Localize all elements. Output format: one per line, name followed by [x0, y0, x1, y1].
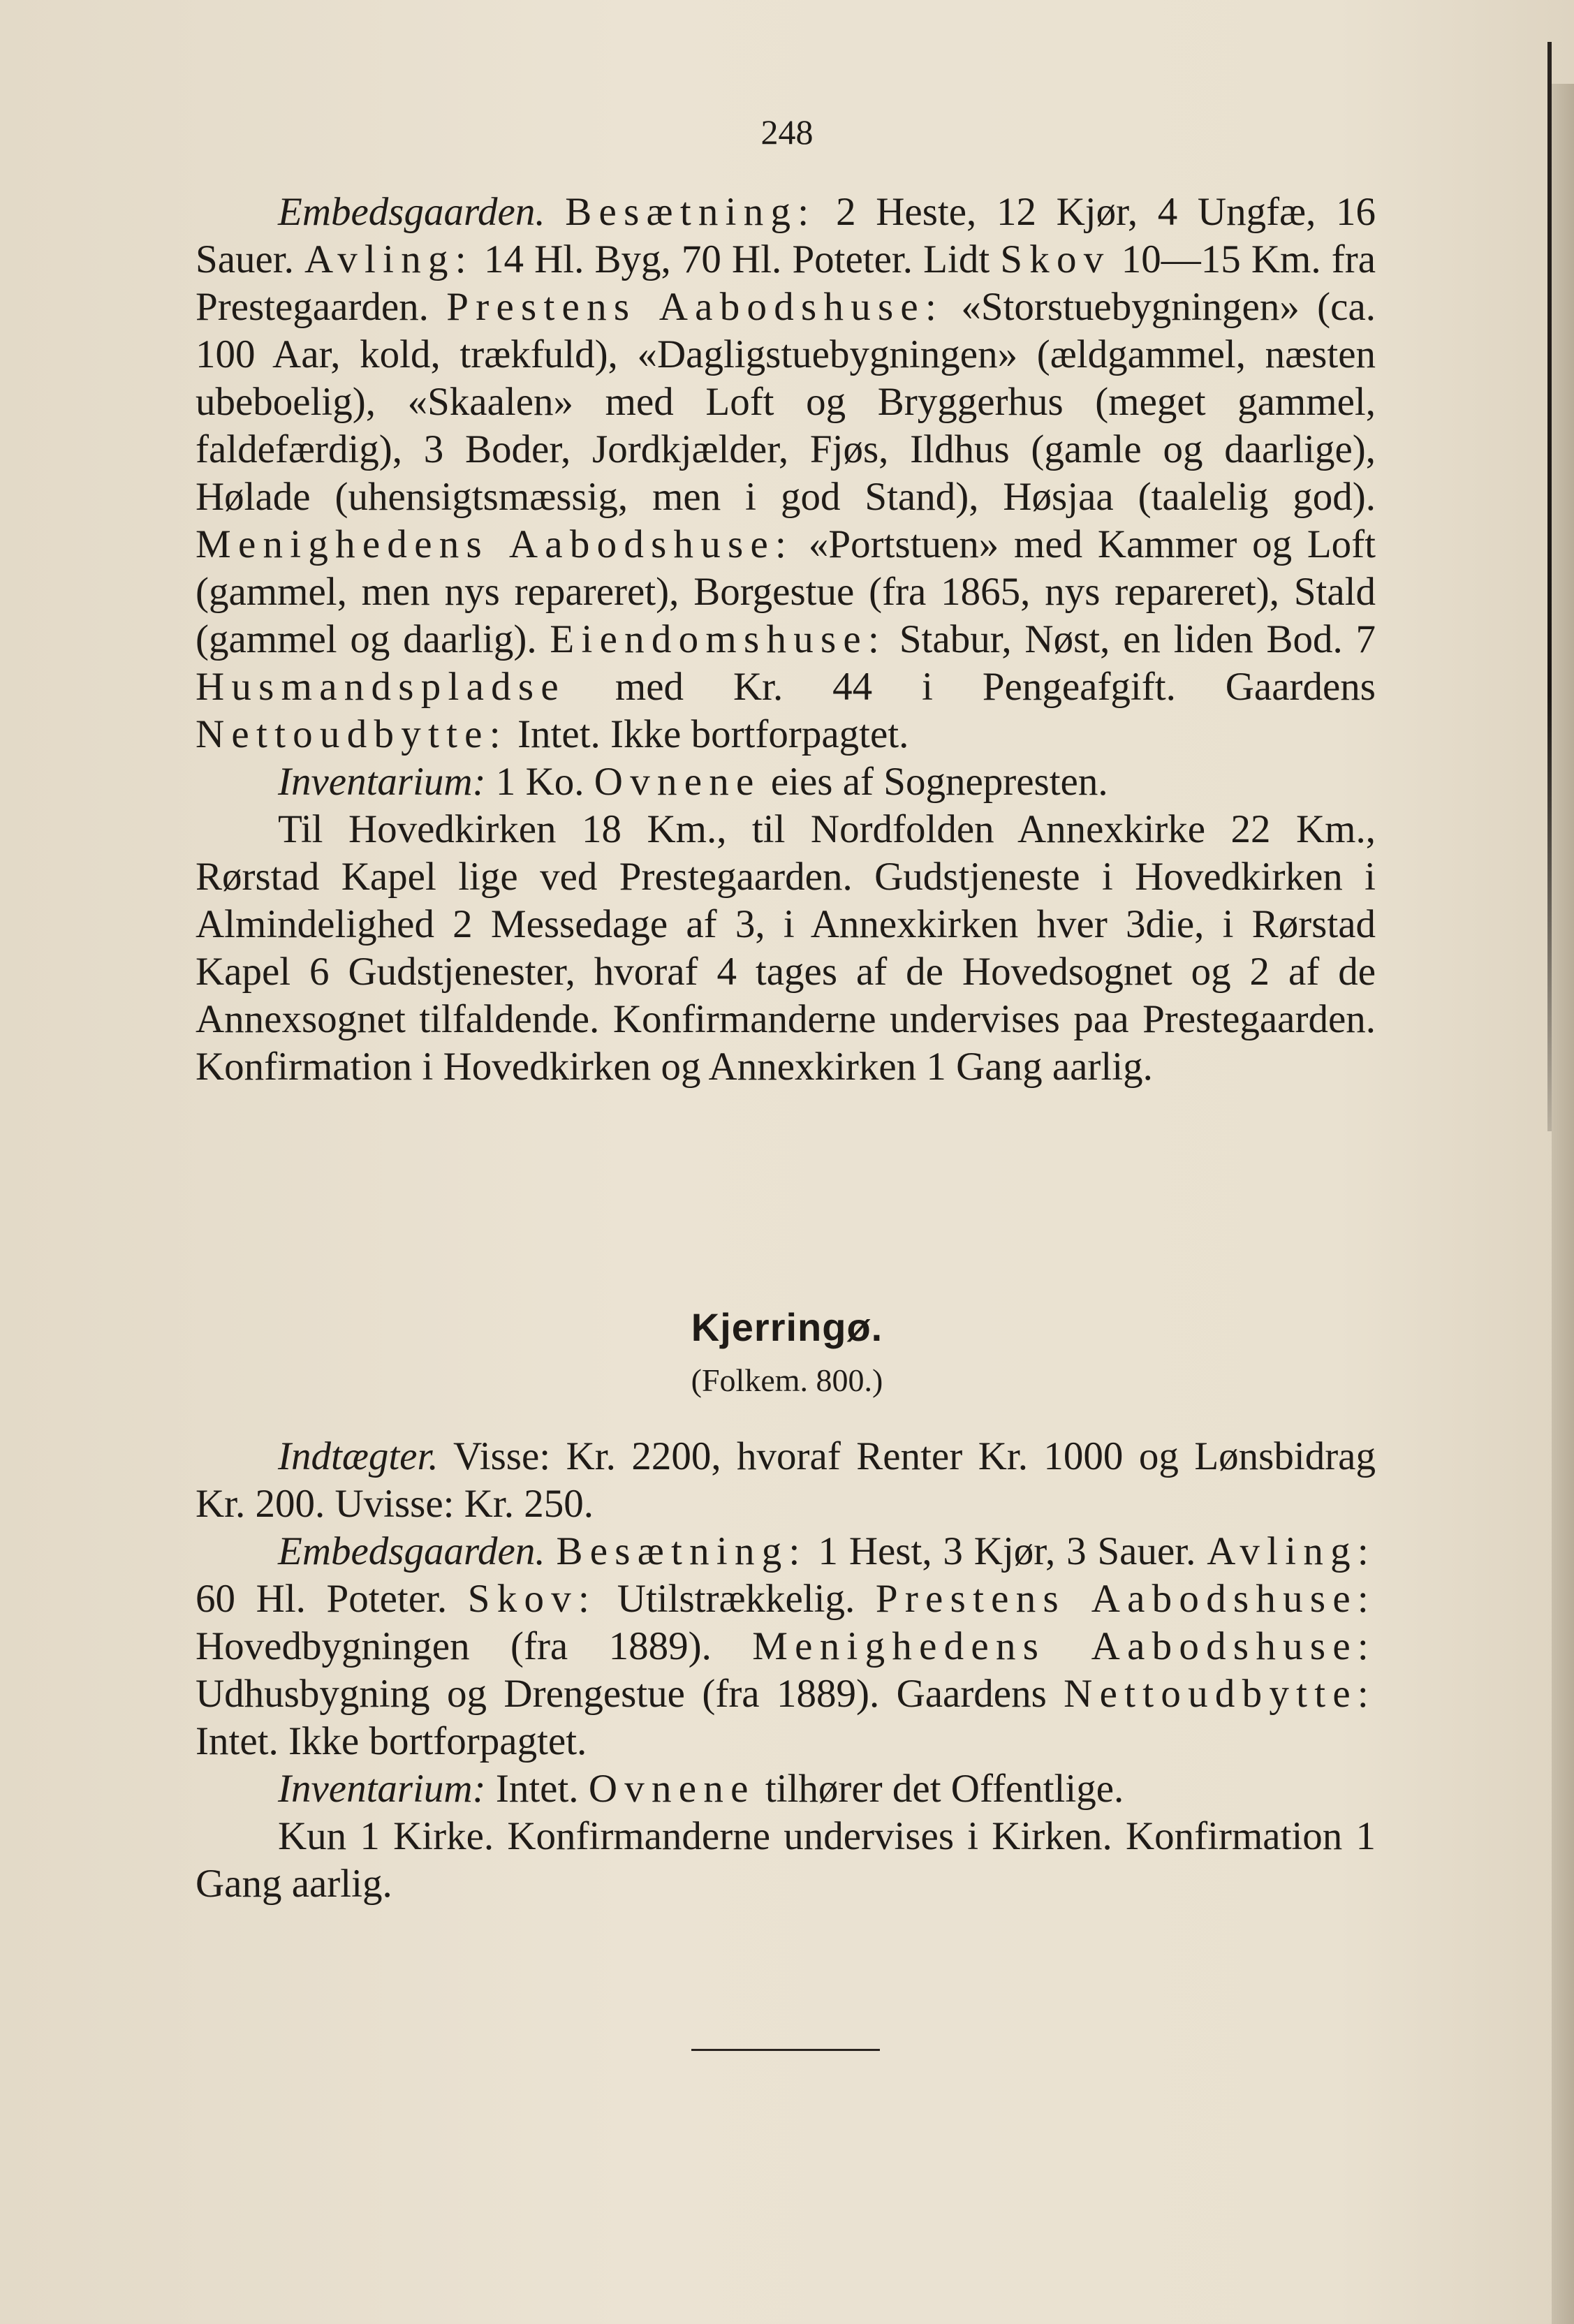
kirke-paragraph: Kun 1 Kirke. Konfirmanderne undervises i Kirken. Konfirmation 1 Gang aarlig.	[196, 1814, 1376, 1906]
page-edge-line	[1547, 42, 1552, 1131]
text: Utilstrækkelig.	[596, 1577, 876, 1621]
text: Intet.	[485, 1767, 589, 1811]
text: Udhusbygning og Drengestue (fra 1889). Gaardens	[196, 1672, 1064, 1716]
section-heading: Kjerringø.	[691, 1305, 883, 1349]
text: 1 Hest, 3 Kjør, 3 Sauer.	[807, 1529, 1207, 1573]
kirker-paragraph: Til Hovedkirken 18 Km., til Nordfolden Annexkirke 22 Km., Rørstad Kapel lige ved Prestegaarden. Gudstjeneste i Hovedkirken i Almindelighed 2 Messedage af 3, i Annexkirken hver 3die, i Rørstad Kapel 6 Gudstjenester, hvoraf 4 tages af de Hovedsognet og 2 af de Annexsognet tilfaldende. Konfirmanderne undervises paa Prestegaarden. Konfirmation i Hovedkirken og Annexkirken 1 Gang aarlig.	[196, 807, 1376, 1089]
page-number: 248	[760, 112, 814, 152]
term-inventarium: Inventarium:	[278, 1767, 486, 1811]
page-edge-shadow	[1552, 84, 1574, 2324]
embedsgaarden-paragraph	[196, 189, 1376, 758]
term-embedsgaarden: Embedsgaarden.	[278, 190, 545, 234]
section-subheading: (Folkem. 800.)	[691, 1362, 883, 1398]
section-1	[196, 189, 1376, 1091]
term-avling: Avling:	[1207, 1529, 1376, 1573]
term-nettoudbytte: Nettoudbytte:	[1064, 1672, 1376, 1716]
term-ovnene: Ovnene	[594, 760, 761, 804]
term-husmandspladse: Husmandspladse	[196, 665, 566, 709]
term-prestens-aabodshuse: Prestens Aabodshuse:	[446, 285, 944, 329]
term-menighedens-aabodshuse: Menighedens Aabodshuse:	[196, 522, 794, 566]
embedsgaarden-paragraph-2	[196, 1528, 1376, 1765]
text: «Storstuebygningen» (ca. 100 Aar, kold, trækfuld), «Dagligstuebygningen» (ældgammel, næsten ubeboelig), «Skaalen» med Loft og Bryggerhus (meget gammel, faldefærdig), 3 Boder, Jordkjælder, Fjøs, Ildhus (gamle og daarlige), Hølade (uhensigtsmæssig, men i god Stand), Høsjaa (taalelig god).	[196, 285, 1376, 519]
text: «Portstuen» med Kammer og Loft (gammel, men nys repareret), Borgestue (fra 1865, nys repareret), Stald (gammel og daarlig).	[196, 522, 1376, 661]
text: med Kr. 44 i Pengeafgift. Gaardens	[565, 665, 1376, 709]
closing-rule	[691, 2049, 880, 2051]
inventarium-paragraph	[196, 758, 1376, 806]
text: tilhører det Offentlige.	[755, 1767, 1124, 1811]
term-besaetning: Besætning:	[556, 1529, 807, 1573]
text: 14 Hl. Byg, 70 Hl. Poteter. Lidt	[473, 237, 1001, 281]
term-inventarium: Inventarium:	[278, 760, 486, 804]
term-skov: Skov:	[467, 1577, 597, 1621]
text: 1 Ko.	[485, 760, 594, 804]
term-menighedens-aabodshuse: Menighedens Aabodshuse:	[752, 1624, 1376, 1668]
indtaegter-paragraph	[196, 1433, 1376, 1528]
section-2	[196, 1433, 1376, 1908]
term-besaetning: Besætning:	[565, 190, 816, 234]
text: Hovedbygningen (fra 1889).	[196, 1624, 753, 1668]
term-skov: Skov	[1000, 237, 1111, 281]
text: Intet. Ikke bortforpagtet.	[507, 712, 909, 756]
term-nettoudbytte: Nettoudbytte:	[196, 712, 508, 756]
term-prestens-aabodshuse: Prestens Aabodshuse:	[875, 1577, 1376, 1621]
text: eies af Sognepresten.	[760, 760, 1108, 804]
term-embedsgaarden: Embedsgaarden.	[278, 1529, 545, 1573]
text: 60 Hl. Poteter.	[196, 1577, 468, 1621]
inventarium-paragraph-2	[196, 1765, 1376, 1813]
text: 2 Heste, 12 Kjør, 4 Ungfæ, 16 Sauer.	[196, 190, 1376, 281]
text: Visse: Kr. 2200, hvoraf Renter Kr. 1000 og Lønsbidrag Kr. 200. Uvisse: Kr. 250.	[196, 1434, 1376, 1526]
term-indtaegter: Indtægter.	[278, 1434, 439, 1478]
text: Intet. Ikke bortforpagtet.	[196, 1719, 587, 1763]
term-avling: Avling:	[304, 237, 473, 281]
text: 10—15 Km. fra Prestegaarden.	[196, 237, 1376, 329]
term-eiendomshuse: Eiendomshuse:	[550, 617, 887, 661]
term-ovnene: Ovnene	[588, 1767, 756, 1811]
text: Stabur, Nøst, en liden Bod. 7	[886, 617, 1376, 661]
